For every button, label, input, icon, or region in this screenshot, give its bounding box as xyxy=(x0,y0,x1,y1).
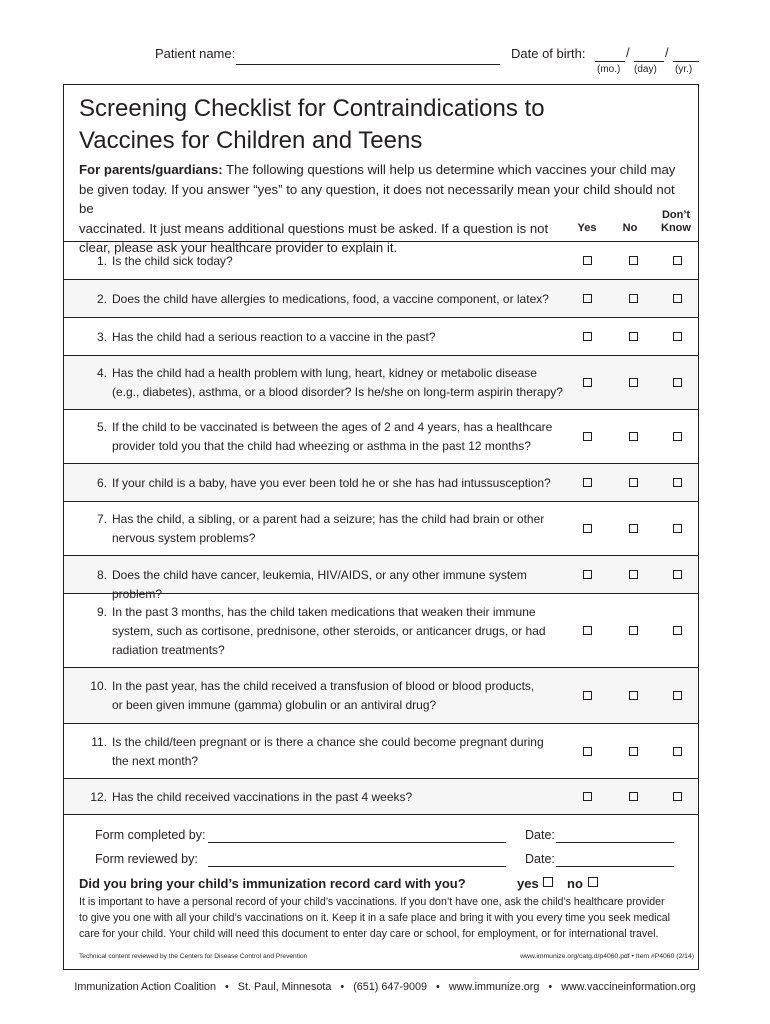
patient-name-field[interactable] xyxy=(236,50,500,65)
question-number: 4. xyxy=(96,366,107,380)
column-header-no: No xyxy=(622,222,638,234)
checkbox-yes[interactable] xyxy=(583,294,592,303)
question-row xyxy=(64,593,698,667)
question-line: In the past 3 months, has the child taken medications that weaken their immune xyxy=(112,605,536,619)
checkbox-dont-know[interactable] xyxy=(673,747,682,756)
question-line: (e.g., diabetes), asthma, or a blood disorder? Is he/she on long-term aspirin therapy? xyxy=(112,385,563,399)
question-number: 5. xyxy=(96,420,107,434)
record-card-no-checkbox[interactable] xyxy=(588,877,598,887)
question-lines xyxy=(112,510,574,548)
checkbox-no[interactable] xyxy=(629,378,638,387)
question-number: 9. xyxy=(96,605,107,619)
checkbox-yes[interactable] xyxy=(583,378,592,387)
checkbox-no[interactable] xyxy=(629,570,638,579)
record-card-yes-checkbox[interactable] xyxy=(543,877,553,887)
record-card-paragraph xyxy=(79,894,694,942)
checkbox-no[interactable] xyxy=(629,792,638,801)
question-row xyxy=(64,667,698,723)
column-header-dont-know xyxy=(655,209,697,235)
question-lines xyxy=(112,252,574,271)
page-title xyxy=(79,93,679,157)
checkbox-yes[interactable] xyxy=(583,626,592,635)
dob-year-field[interactable] xyxy=(673,48,699,62)
patient-name-label: Patient name: xyxy=(155,46,236,61)
checkbox-yes[interactable] xyxy=(583,570,592,579)
record-para-line-2: to give you one with all your child’s vaccinations on it. Keep it in a safe place and bring it with you every time you seek medical xyxy=(79,912,671,924)
question-number: 7. xyxy=(96,512,107,526)
intro-line-4: clear, please ask your healthcare provider to explain it. xyxy=(79,240,398,255)
completed-date-label: Date: xyxy=(525,828,555,842)
checkbox-no[interactable] xyxy=(629,626,638,635)
question-line: Has the child received vaccinations in the past 4 weeks? xyxy=(112,790,413,804)
question-number: 3. xyxy=(96,330,107,344)
dob-label: Date of birth: xyxy=(511,46,586,61)
checkbox-dont-know[interactable] xyxy=(673,432,682,441)
dont-know-line-2: Know xyxy=(661,222,691,234)
question-lines xyxy=(112,603,574,660)
question-line: Does the child have allergies to medications, food, a vaccine component, or latex? xyxy=(112,292,549,306)
question-row xyxy=(64,723,698,778)
checkbox-no[interactable] xyxy=(629,294,638,303)
question-text xyxy=(84,328,574,347)
question-lines xyxy=(112,290,574,309)
question-row xyxy=(64,501,698,555)
completed-by-label: Form completed by: xyxy=(95,828,206,842)
question-lines xyxy=(112,788,574,807)
record-para-line-3: care for your child. Your child will need this document to enter day care or school, for employment, or for international travel. xyxy=(79,928,659,940)
intro-text-1: The following questions will help us determine which vaccines your child may xyxy=(222,162,676,177)
checkbox-no[interactable] xyxy=(629,747,638,756)
checkbox-yes[interactable] xyxy=(583,792,592,801)
question-number: 2. xyxy=(96,292,107,306)
question-line: radiation treatments? xyxy=(112,643,225,657)
checkbox-yes[interactable] xyxy=(583,747,592,756)
reviewed-by-label: Form reviewed by: xyxy=(95,852,198,866)
checkbox-yes[interactable] xyxy=(583,332,592,341)
question-text xyxy=(84,418,574,456)
question-text xyxy=(84,510,574,548)
checkbox-dont-know[interactable] xyxy=(673,792,682,801)
question-line: system, such as cortisone, prednisone, other steroids, or anticancer drugs, or had xyxy=(112,624,546,638)
question-line: If the child to be vaccinated is between the ages of 2 and 4 years, has a healthcare xyxy=(112,420,553,434)
question-text xyxy=(84,364,574,402)
checkbox-no[interactable] xyxy=(629,691,638,700)
checkbox-dont-know[interactable] xyxy=(673,478,682,487)
dob-day-field[interactable] xyxy=(634,48,664,62)
question-lines xyxy=(112,328,574,347)
checkbox-yes[interactable] xyxy=(583,691,592,700)
question-text xyxy=(84,290,574,309)
record-card-no-label: no xyxy=(567,876,583,891)
checkbox-yes[interactable] xyxy=(583,478,592,487)
question-line: Has the child, a sibling, or a parent had a seizure; has the child had brain or other xyxy=(112,512,545,526)
completed-by-field[interactable] xyxy=(208,829,506,843)
item-reference: www.immunize.org/catg.d/p4060.pdf • Item #P4060 (2/14) xyxy=(520,953,694,960)
question-text xyxy=(84,733,574,771)
question-text xyxy=(84,677,574,715)
dont-know-line-1: Don’t xyxy=(661,209,691,221)
question-line: Is the child sick today? xyxy=(112,254,233,268)
dob-day-hint: (day) xyxy=(634,64,657,75)
reviewed-date-field[interactable] xyxy=(556,853,674,867)
dob-month-field[interactable] xyxy=(595,48,625,62)
question-line: In the past year, has the child received a transfusion of blood or blood products, xyxy=(112,679,535,693)
question-text xyxy=(84,474,574,493)
question-row xyxy=(64,241,698,279)
question-line: Is the child/teen pregnant or is there a chance she could become pregnant during xyxy=(112,735,544,749)
checkbox-no[interactable] xyxy=(629,332,638,341)
question-line: the next month? xyxy=(112,754,199,768)
question-row xyxy=(64,279,698,317)
title-line-1: Screening Checklist for Contraindications to xyxy=(79,95,545,122)
question-text xyxy=(84,252,574,271)
completed-date-field[interactable] xyxy=(556,829,674,843)
question-lines xyxy=(112,677,574,715)
checkbox-dont-know[interactable] xyxy=(673,570,682,579)
question-row xyxy=(64,778,698,814)
intro-line-3: vaccinated. It just means additional questions must be asked. If a question is not xyxy=(79,220,549,236)
question-row xyxy=(64,317,698,355)
reviewed-date-label: Date: xyxy=(525,852,555,866)
dob-mo-hint: (mo.) xyxy=(597,64,621,75)
record-para-line-1: It is important to have a personal record of your child’s vaccinations. If you don’t have one, ask the child’s healthcare provider xyxy=(79,896,665,908)
checkbox-dont-know[interactable] xyxy=(673,626,682,635)
question-number: 11. xyxy=(91,735,107,749)
question-line: Has the child had a serious reaction to a vaccine in the past? xyxy=(112,330,436,344)
question-row xyxy=(64,355,698,409)
question-number: 12. xyxy=(90,790,107,804)
checkbox-dont-know[interactable] xyxy=(673,332,682,341)
record-card-question: Did you bring your child’s immunization record card with you? xyxy=(79,876,466,891)
question-lines xyxy=(112,474,574,493)
record-card-yes-label: yes xyxy=(517,876,539,891)
question-number: 8. xyxy=(96,568,107,582)
intro-line-2: be given today. If you answer “yes” to any question, it does not necessarily mean your child should not be xyxy=(79,181,675,216)
question-text xyxy=(84,603,574,660)
question-lines xyxy=(112,364,574,402)
question-lines xyxy=(112,733,574,771)
checkbox-dont-know[interactable] xyxy=(673,524,682,533)
checkbox-no[interactable] xyxy=(629,478,638,487)
column-header-yes: Yes xyxy=(577,222,597,234)
question-text xyxy=(84,788,574,807)
dob-slash-2: / xyxy=(665,45,669,60)
question-line: Has the child had a health problem with lung, heart, kidney or metabolic disease xyxy=(112,366,537,380)
checkbox-no[interactable] xyxy=(629,256,638,265)
question-line: Does the child have cancer, leukemia, HIV/AIDS, or any other immune system problem? xyxy=(112,568,527,601)
footer-contact: Immunization Action Coalition • St. Paul, Minnesota • (651) 647-9009 • www.immunize.org • www.vaccineinformation.org xyxy=(74,981,696,993)
checkbox-dont-know[interactable] xyxy=(673,294,682,303)
checkbox-yes[interactable] xyxy=(583,432,592,441)
question-number: 6. xyxy=(96,476,107,490)
checkbox-dont-know[interactable] xyxy=(673,378,682,387)
question-row xyxy=(64,463,698,501)
question-lines xyxy=(112,418,574,456)
question-line: nervous system problems? xyxy=(112,531,256,545)
title-line-2: Vaccines for Children and Teens xyxy=(79,127,423,154)
question-number: 10. xyxy=(90,679,107,693)
question-row xyxy=(64,555,698,601)
dob-slash-1: / xyxy=(626,45,630,60)
question-number: 1. xyxy=(96,254,107,268)
checkbox-no[interactable] xyxy=(629,432,638,441)
dob-yr-hint: (yr.) xyxy=(675,64,693,75)
intro-lead: For parents/guardians: xyxy=(79,162,223,177)
completion-section xyxy=(64,814,698,815)
checkbox-yes[interactable] xyxy=(583,256,592,265)
checkbox-dont-know[interactable] xyxy=(673,256,682,265)
question-row xyxy=(64,409,698,463)
question-line: or been given immune (gamma) globulin or an antiviral drug? xyxy=(112,698,437,712)
checkbox-yes[interactable] xyxy=(583,524,592,533)
checkbox-dont-know[interactable] xyxy=(673,691,682,700)
question-line: If your child is a baby, have you ever been told he or she has had intussusception? xyxy=(112,476,551,490)
question-line: provider told you that the child had wheezing or asthma in the past 12 months? xyxy=(112,439,531,453)
checkbox-no[interactable] xyxy=(629,524,638,533)
reviewed-by-field[interactable] xyxy=(208,853,506,867)
tech-note: Technical content reviewed by the Centers for Disease Control and Prevention xyxy=(79,953,308,960)
